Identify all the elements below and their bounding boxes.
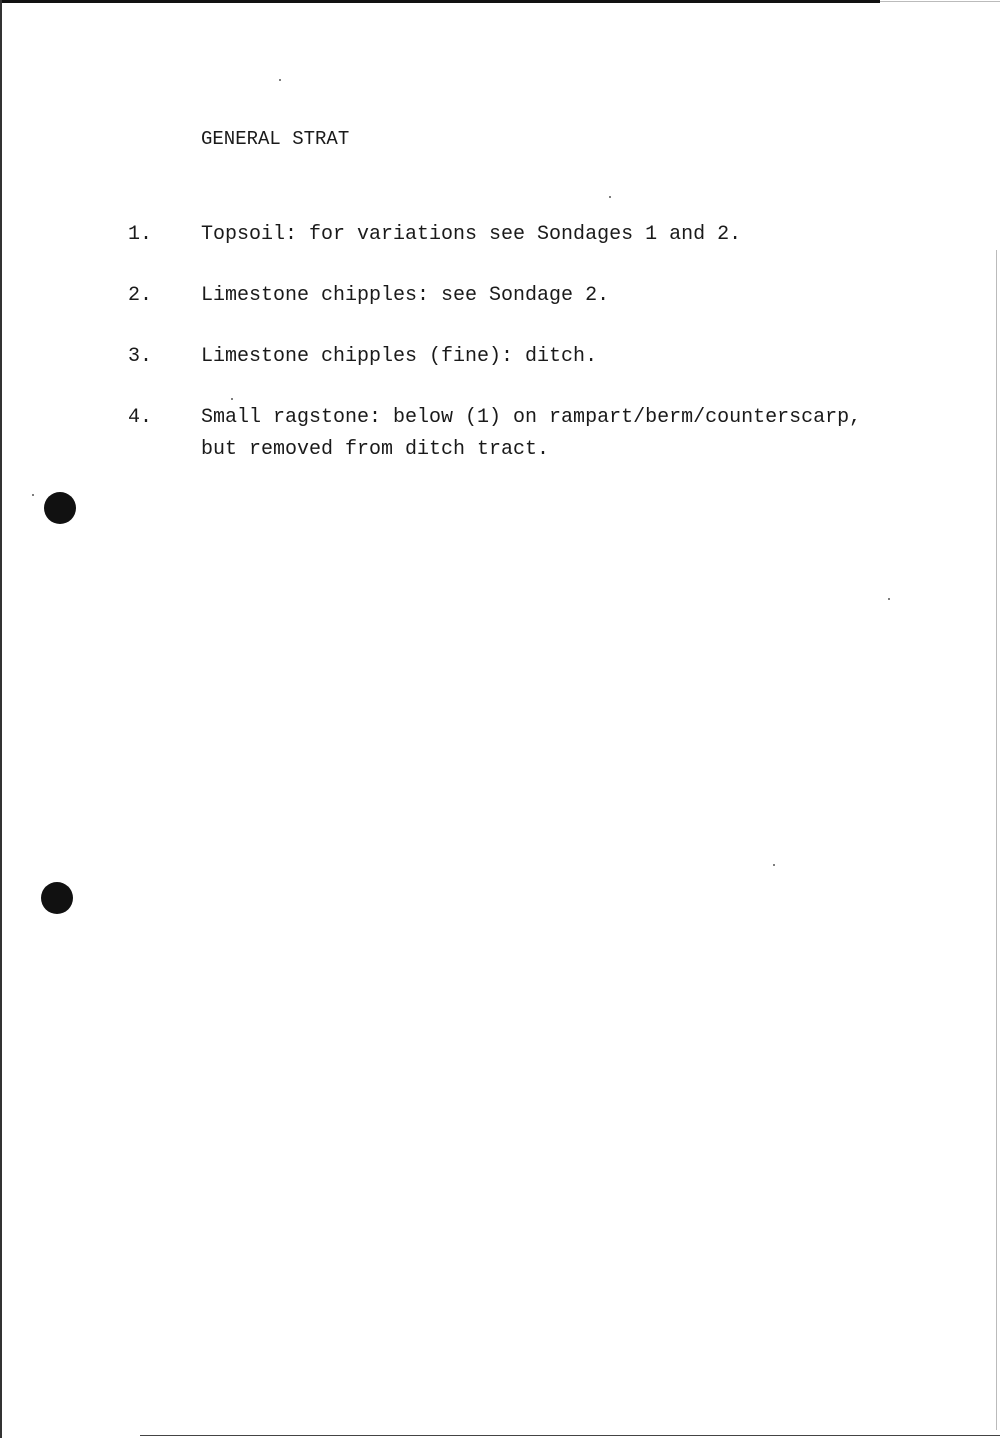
page-title: GENERAL STRAT bbox=[201, 128, 350, 150]
punch-hole-lower bbox=[41, 882, 73, 914]
scan-edge-right bbox=[996, 250, 997, 1430]
list-item bbox=[128, 219, 908, 251]
punch-hole-upper bbox=[44, 492, 76, 524]
scan-speck bbox=[279, 79, 281, 81]
list-item bbox=[128, 341, 908, 373]
item-text: Topsoil: for variations see Sondages 1 and 2. bbox=[201, 223, 742, 246]
item-number: 4. bbox=[128, 406, 153, 429]
scan-edge-top-faint bbox=[880, 1, 1000, 2]
scan-speck bbox=[773, 864, 775, 866]
item-text: Limestone chipples: see Sondage 2. bbox=[201, 284, 610, 307]
stratigraphy-list bbox=[128, 219, 908, 495]
list-item bbox=[128, 280, 908, 312]
scan-edge-left bbox=[0, 0, 2, 1438]
scan-edge-top bbox=[0, 0, 880, 3]
item-text: Limestone chipples (fine): ditch. bbox=[201, 345, 598, 368]
scan-edge-bottom bbox=[140, 1435, 1000, 1436]
scan-speck bbox=[888, 598, 890, 600]
item-number: 1. bbox=[128, 223, 153, 246]
item-number: 2. bbox=[128, 284, 153, 307]
list-item bbox=[128, 402, 908, 466]
item-text: Small ragstone: below (1) on rampart/berm/counterscarp, but removed from ditch tract. bbox=[201, 406, 862, 461]
scan-speck bbox=[32, 494, 34, 496]
scan-speck bbox=[609, 196, 611, 198]
item-number: 3. bbox=[128, 345, 153, 368]
